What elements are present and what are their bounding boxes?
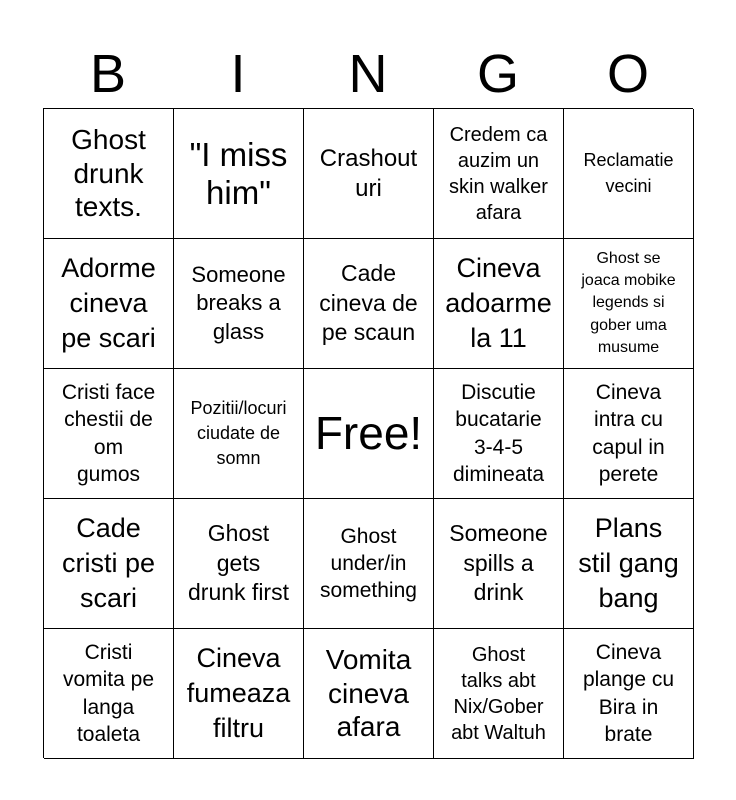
bingo-cell[interactable]: Pozitii/locuri ciudate de somn [174,369,304,499]
bingo-cell[interactable]: Someone spills a drink [434,499,564,629]
bingo-cell[interactable]: Someone breaks a glass [174,239,304,369]
bingo-cell[interactable]: Discutie bucatarie 3-4-5 dimineata [434,369,564,499]
bingo-grid [43,108,693,758]
bingo-cell[interactable]: Plans stil gang bang [564,499,694,629]
bingo-cell[interactable]: Cade cristi pe scari [44,499,174,629]
bingo-cell[interactable]: Ghost talks abt Nix/Gober abt Waltuh [434,629,564,759]
bingo-cell[interactable]: Adorme cineva pe scari [44,239,174,369]
bingo-cell[interactable]: Cineva fumeaza filtru [174,629,304,759]
header-letter-i: I [230,44,246,104]
bingo-cell[interactable]: Cristi face chestii de om gumos [44,369,174,499]
bingo-cell[interactable]: Cristi vomita pe langa toaleta [44,629,174,759]
bingo-cell[interactable]: Ghost se joaca mobike legends si gober uma musume [564,239,694,369]
bingo-cell[interactable]: "I miss him" [174,109,304,239]
bingo-header [43,40,693,108]
bingo-cell[interactable]: Credem ca auzim un skin walker afara [434,109,564,239]
free-space-cell[interactable]: Free! [304,369,434,499]
bingo-cell[interactable]: Vomita cineva afara [304,629,434,759]
bingo-cell[interactable]: Cineva plange cu Bira in brate [564,629,694,759]
bingo-cell[interactable]: Reclamatie vecini [564,109,694,239]
bingo-cell[interactable]: Ghost under/in something [304,499,434,629]
header-letter-o: O [606,44,649,104]
bingo-cell[interactable]: Cade cineva de pe scaun [304,239,434,369]
bingo-cell[interactable]: Crashout uri [304,109,434,239]
bingo-cell[interactable]: Ghost gets drunk first [174,499,304,629]
header-letter-g: G [476,44,519,104]
bingo-cell[interactable]: Cineva intra cu capul in perete [564,369,694,499]
bingo-cell[interactable]: Ghost drunk texts. [44,109,174,239]
header-letter-n: N [348,44,388,104]
header-letter-b: B [89,44,127,104]
bingo-cell[interactable]: Cineva adoarme la 11 [434,239,564,369]
